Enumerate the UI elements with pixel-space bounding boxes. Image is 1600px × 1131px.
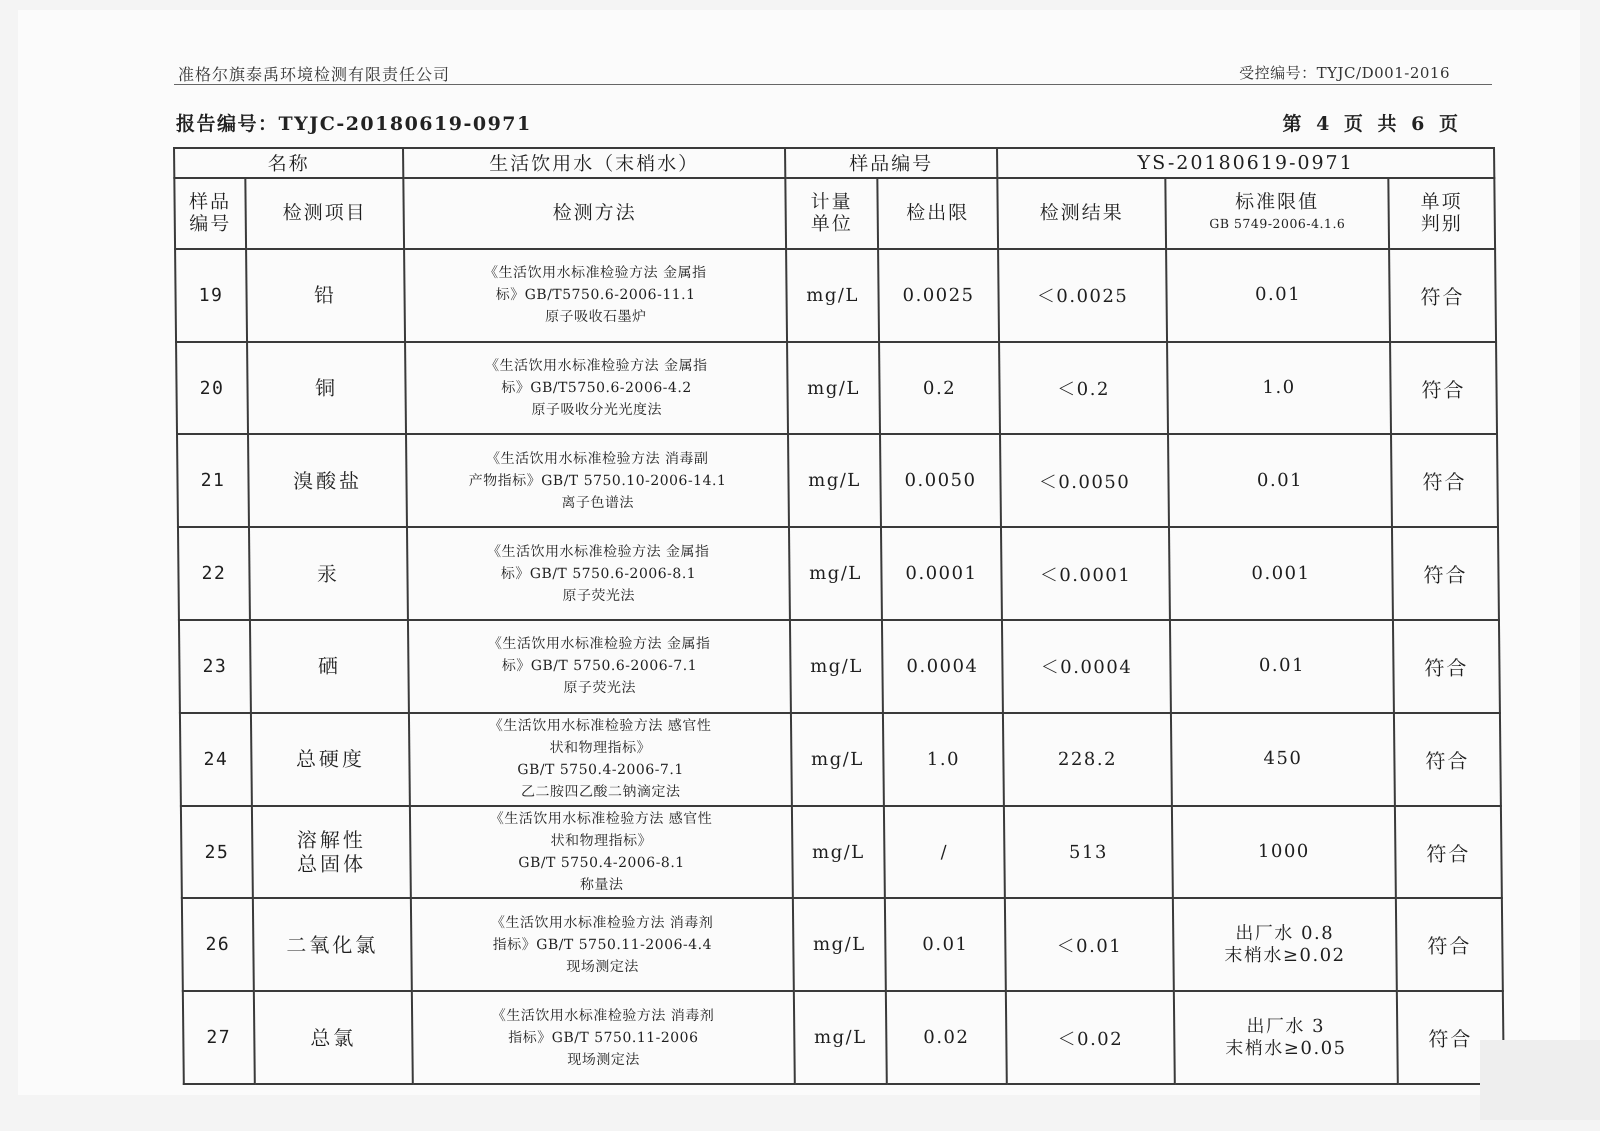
col-result: 检测结果 [997, 178, 1166, 249]
detection-limit-cell: 0.0004 [882, 620, 1003, 713]
test-item-line: 溴酸盐 [292, 468, 363, 493]
table-row [176, 342, 1497, 435]
method-line: 原子荧光法 [563, 680, 637, 697]
test-method-cell [409, 713, 792, 806]
standard-limit-line: 出厂水 3 [1246, 1015, 1326, 1037]
test-item-cell [251, 713, 410, 806]
sample-number-cell: 22 [178, 527, 250, 620]
unit-cell: mg/L [792, 806, 885, 899]
sample-number-cell: 20 [176, 342, 248, 435]
col-sample-no-line: 样品 [188, 191, 232, 214]
unit-cell: mg/L [791, 713, 884, 806]
standard-limit-cell [1168, 434, 1392, 527]
method-line: 《生活饮用水标准检验方法 消毒剂 [491, 1007, 715, 1024]
standard-limit-cell [1166, 249, 1390, 342]
test-method-cell [405, 342, 788, 435]
test-method-cell [411, 898, 794, 991]
judgement-cell: 符合 [1391, 434, 1498, 527]
result-cell: 228.2 [1003, 713, 1172, 806]
standard-limit-line: 末梢水≥0.02 [1224, 944, 1346, 966]
standard-limit-line: 1.0 [1262, 377, 1296, 399]
test-item-line: 硒 [317, 654, 342, 679]
company-name: 准格尔旗泰禹环境检测有限责任公司 [178, 65, 451, 84]
standard-limit-line: 0.01 [1258, 655, 1306, 677]
judgement-cell: 符合 [1395, 806, 1502, 899]
standard-limit-cell [1172, 806, 1396, 899]
header-divider [174, 84, 1492, 85]
table-row [183, 991, 1504, 1084]
test-item-line: 汞 [316, 561, 341, 586]
standard-limit-line: 450 [1263, 748, 1303, 770]
detection-limit-cell: 0.01 [885, 898, 1006, 991]
test-item-cell [247, 342, 406, 435]
result-cell: ＜0.0025 [998, 249, 1167, 342]
unit-cell: mg/L [788, 434, 881, 527]
detection-limit-cell: 0.02 [886, 991, 1007, 1084]
table-row [181, 806, 1502, 899]
sample-number-cell: 23 [179, 620, 251, 713]
col-judgement [1388, 178, 1495, 249]
method-line: 现场测定法 [567, 1051, 640, 1068]
standard-limit-cell [1167, 342, 1391, 435]
col-detect-limit: 检出限 [877, 178, 998, 249]
result-cell: 513 [1004, 806, 1173, 899]
page-number: 第 4 页 共 6 页 [1282, 113, 1462, 135]
judgement-cell: 符合 [1397, 991, 1504, 1084]
test-item-line: 总氯 [310, 1025, 357, 1050]
method-line: 状和物理指标》 [549, 740, 652, 757]
method-line: 标》GB/T5750.6-2006-11.1 [495, 287, 696, 304]
unit-cell: mg/L [793, 898, 886, 991]
unit-cell: mg/L [790, 620, 883, 713]
method-line: 标》GB/T 5750.6-2006-8.1 [500, 565, 697, 582]
detection-limit-cell: 0.0050 [880, 434, 1001, 527]
standard-limit-cell [1174, 991, 1398, 1084]
table-row [177, 434, 1498, 527]
test-method-cell [404, 249, 787, 342]
method-line: 指标》GB/T 5750.11-2006 [508, 1029, 699, 1046]
col-unit-line: 单位 [810, 213, 853, 236]
method-line: 标》GB/T 5750.6-2006-7.1 [501, 658, 698, 675]
test-method-cell [410, 806, 793, 899]
result-cell: ＜0.0050 [1000, 434, 1169, 527]
method-line: 指标》GB/T 5750.11-2006-4.4 [492, 936, 713, 953]
col-judgement-line: 判别 [1420, 213, 1463, 236]
report-number: 报告编号：TYJC-20180619-0971 [176, 113, 532, 135]
sample-no-label: 样品编号 [785, 148, 997, 178]
name-value: 生活饮用水（末梢水） [403, 148, 785, 178]
standard-limit-line: 0.001 [1251, 562, 1311, 584]
method-line: 原子吸收分光光度法 [531, 402, 663, 419]
standard-limit-line: 1000 [1257, 841, 1310, 862]
method-line: 《生活饮用水标准检验方法 金属指 [484, 265, 707, 282]
standard-limit-line: 出厂水 0.8 [1235, 922, 1335, 944]
name-label: 名称 [174, 148, 403, 178]
standard-limit-cell [1169, 527, 1393, 620]
method-line: 《生活饮用水标准检验方法 金属指 [486, 543, 710, 560]
method-line: 现场测定法 [566, 958, 639, 975]
method-line: 离子色谱法 [561, 494, 635, 511]
method-line: GB/T 5750.4-2006-7.1 [517, 762, 684, 779]
method-line: 《生活饮用水标准检验方法 金属指 [487, 636, 711, 653]
sample-number-cell: 24 [180, 713, 252, 806]
test-item-cell [253, 898, 412, 991]
standard-limit-cell [1173, 898, 1397, 991]
test-item-cell [248, 434, 407, 527]
standard-limit-cell [1170, 620, 1394, 713]
control-number: 受控编号：TYJC/D001-2016 [1239, 64, 1450, 82]
standard-limit-line: 0.01 [1256, 469, 1304, 491]
col-sample-no [174, 178, 246, 249]
test-item-line: 溶解性 [296, 828, 366, 852]
method-line: 原子吸收石墨炉 [544, 309, 647, 326]
result-cell: ＜0.0001 [1001, 527, 1170, 620]
unit-cell: mg/L [789, 527, 882, 620]
judgement-cell: 符合 [1389, 249, 1496, 342]
detection-limit-cell: 0.0025 [878, 249, 999, 342]
method-line: 乙二胺四乙酸二钠滴定法 [520, 784, 681, 801]
result-cell: ＜0.02 [1006, 991, 1175, 1084]
standard-limit-line: 0.01 [1254, 284, 1302, 306]
result-cell: ＜0.2 [999, 342, 1168, 435]
judgement-cell: 符合 [1396, 898, 1503, 991]
sample-no-value: YS-20180619-0971 [997, 148, 1494, 178]
col-item: 检测项目 [245, 178, 404, 249]
method-line: GB/T 5750.4-2006-8.1 [518, 855, 685, 871]
unit-cell: mg/L [787, 342, 880, 435]
method-line: 《生活饮用水标准检验方法 金属指 [484, 358, 708, 375]
result-cell: ＜0.01 [1005, 898, 1174, 991]
test-method-cell [412, 991, 795, 1084]
detection-limit-cell: 0.0001 [881, 527, 1002, 620]
test-item-line: 总固体 [296, 852, 367, 876]
table-row [178, 527, 1499, 620]
test-item-line: 总硬度 [295, 747, 366, 772]
method-line: 《生活饮用水标准检验方法 消毒剂 [490, 914, 714, 931]
test-method-cell [408, 620, 791, 713]
test-item-cell [254, 991, 413, 1084]
sample-number-cell: 21 [177, 434, 249, 527]
test-item-cell [252, 806, 411, 899]
test-item-line: 铜 [314, 376, 339, 401]
method-line: 称量法 [579, 877, 624, 893]
test-item-cell [246, 249, 405, 342]
detection-limit-cell: / [884, 806, 1005, 899]
test-item-cell [250, 620, 409, 713]
method-line: 标》GB/T5750.6-2006-4.2 [501, 380, 692, 397]
test-item-line: 二氧化氯 [286, 932, 379, 957]
test-item-line: 铅 [313, 283, 338, 308]
method-line: 《生活饮用水标准检验方法 感官性 [488, 718, 712, 735]
method-line: 原子荧光法 [562, 587, 636, 604]
col-std-reference: GB 5749-2006-4.1.6 [1209, 216, 1346, 232]
col-std-limit-label: 标准限值 [1234, 191, 1320, 214]
test-method-cell [406, 434, 789, 527]
method-line: 产物指标》GB/T 5750.10-2006-14.1 [468, 472, 727, 489]
col-unit-line: 计量 [810, 191, 853, 214]
detection-limit-cell: 0.2 [879, 342, 1000, 435]
col-unit [785, 178, 878, 249]
sample-number-cell: 25 [181, 806, 253, 899]
unit-cell: mg/L [794, 991, 887, 1084]
judgement-cell: 符合 [1390, 342, 1497, 435]
method-line: 《生活饮用水标准检验方法 感官性 [489, 811, 713, 827]
sample-number-cell: 26 [182, 898, 254, 991]
sample-name-row [174, 148, 1494, 178]
unit-cell: mg/L [786, 249, 879, 342]
column-header-row [174, 178, 1495, 249]
col-sample-no-line: 编号 [189, 213, 232, 236]
standard-limit-cell [1171, 713, 1395, 806]
table-row [182, 898, 1503, 991]
method-line: 状和物理指标》 [550, 833, 653, 849]
col-std-limit [1165, 178, 1389, 249]
col-method: 检测方法 [403, 178, 786, 249]
judgement-cell: 符合 [1393, 620, 1500, 713]
table-row [180, 713, 1501, 806]
test-method-cell [407, 527, 790, 620]
judgement-cell: 符合 [1394, 713, 1501, 806]
test-results-table [173, 147, 1505, 1085]
judgement-cell: 符合 [1392, 527, 1499, 620]
sample-number-cell: 19 [175, 249, 247, 342]
scan-edge [1480, 1040, 1600, 1120]
table-row [179, 620, 1500, 713]
sample-number-cell: 27 [183, 991, 255, 1084]
test-item-cell [249, 527, 408, 620]
standard-limit-line: 末梢水≥0.05 [1225, 1037, 1347, 1059]
col-judgement-line: 单项 [1420, 191, 1463, 214]
method-line: 《生活饮用水标准检验方法 消毒副 [485, 450, 709, 467]
detection-limit-cell: 1.0 [883, 713, 1004, 806]
result-cell: ＜0.0004 [1002, 620, 1171, 713]
table-row [175, 249, 1496, 342]
